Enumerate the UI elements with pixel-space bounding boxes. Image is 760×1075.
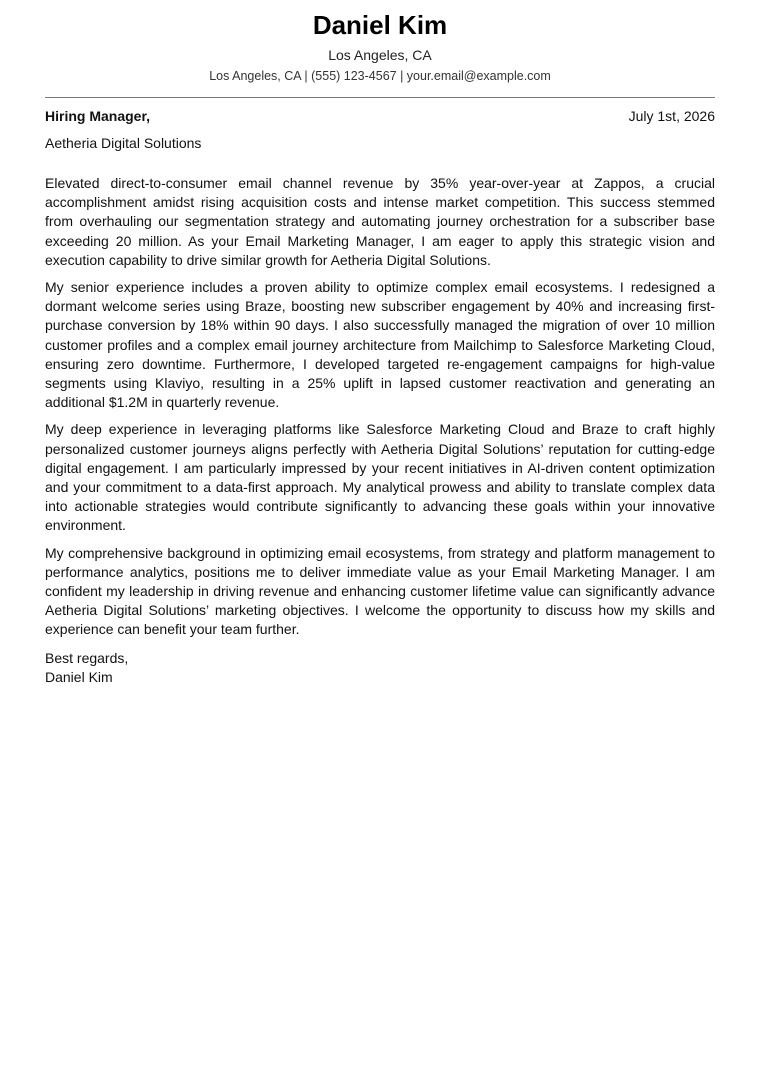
applicant-location: Los Angeles, CA bbox=[328, 47, 432, 63]
contact-line: Los Angeles, CA | (555) 123-4567 | your.email@example.com bbox=[209, 69, 551, 83]
closing-phrase: Best regards, bbox=[45, 649, 129, 666]
letter-closing bbox=[45, 649, 715, 687]
letter-body bbox=[45, 174, 715, 640]
signature-name: Daniel Kim bbox=[45, 668, 113, 685]
recipient-salutation: Hiring Manager, bbox=[45, 108, 151, 124]
letter-header bbox=[45, 0, 715, 84]
header-divider bbox=[45, 97, 715, 98]
body-paragraph: Elevated direct-to-consumer email channel revenue by 35% year-over-year at Zappos, a crucial accomplishment amidst rising acquisition costs and intense market competition. This success stemmed from overhauling our segmentation strategy and automating journey orchestration for a subscriber base exceeding 20 million. As your Email Marketing Manager, I am eager to apply this strategic vision and execution capability to drive similar growth for Aetheria Digital Solutions. bbox=[45, 175, 715, 268]
body-paragraph: My senior experience includes a proven ability to optimize complex email ecosystems. I redesigned a dormant welcome series using Braze, boosting new subscriber engagement by 40% and increasing first-purchase conversion by 18% within 90 days. I also successfully managed the migration of over 10 million customer profiles and a complex email journey architecture from Mailchimp to Salesforce Marketing Cloud, ensuring zero downtime. Furthermore, I developed targeted re-engagement campaigns for high-value segments using Klaviyo, resulting in a 25% uplift in lapsed customer reactivation and generating an additional $1.2M in quarterly revenue. bbox=[45, 279, 715, 411]
applicant-name: Daniel Kim bbox=[312, 10, 448, 40]
body-paragraph: My deep experience in leveraging platforms like Salesforce Marketing Cloud and Braze to craft highly personalized customer journeys aligns perfectly with Aetheria Digital Solutions’ reputation for cutting-edge digital engagement. I am particularly impressed by your recent initiatives in AI-driven content optimization and your commitment to a data-first approach. My analytical prowess and ability to translate complex data into actionable strategies would contribute significantly to advancing these goals within your innovative environment. bbox=[45, 421, 715, 534]
recipient-date-row bbox=[45, 107, 715, 125]
body-paragraph: My comprehensive background in optimizing email ecosystems, from strategy and platform management to performance analytics, positions me to deliver immediate value as your Email Marketing Manager. I am confident my leadership in driving revenue and enhancing customer lifetime value can significantly advance Aetheria Digital Solutions’ marketing objectives. I welcome the opportunity to discuss how my skills and experience can benefit your team further. bbox=[45, 544, 715, 638]
letter-date: July 1st, 2026 bbox=[628, 108, 715, 124]
recipient-company: Aetheria Digital Solutions bbox=[45, 135, 202, 151]
